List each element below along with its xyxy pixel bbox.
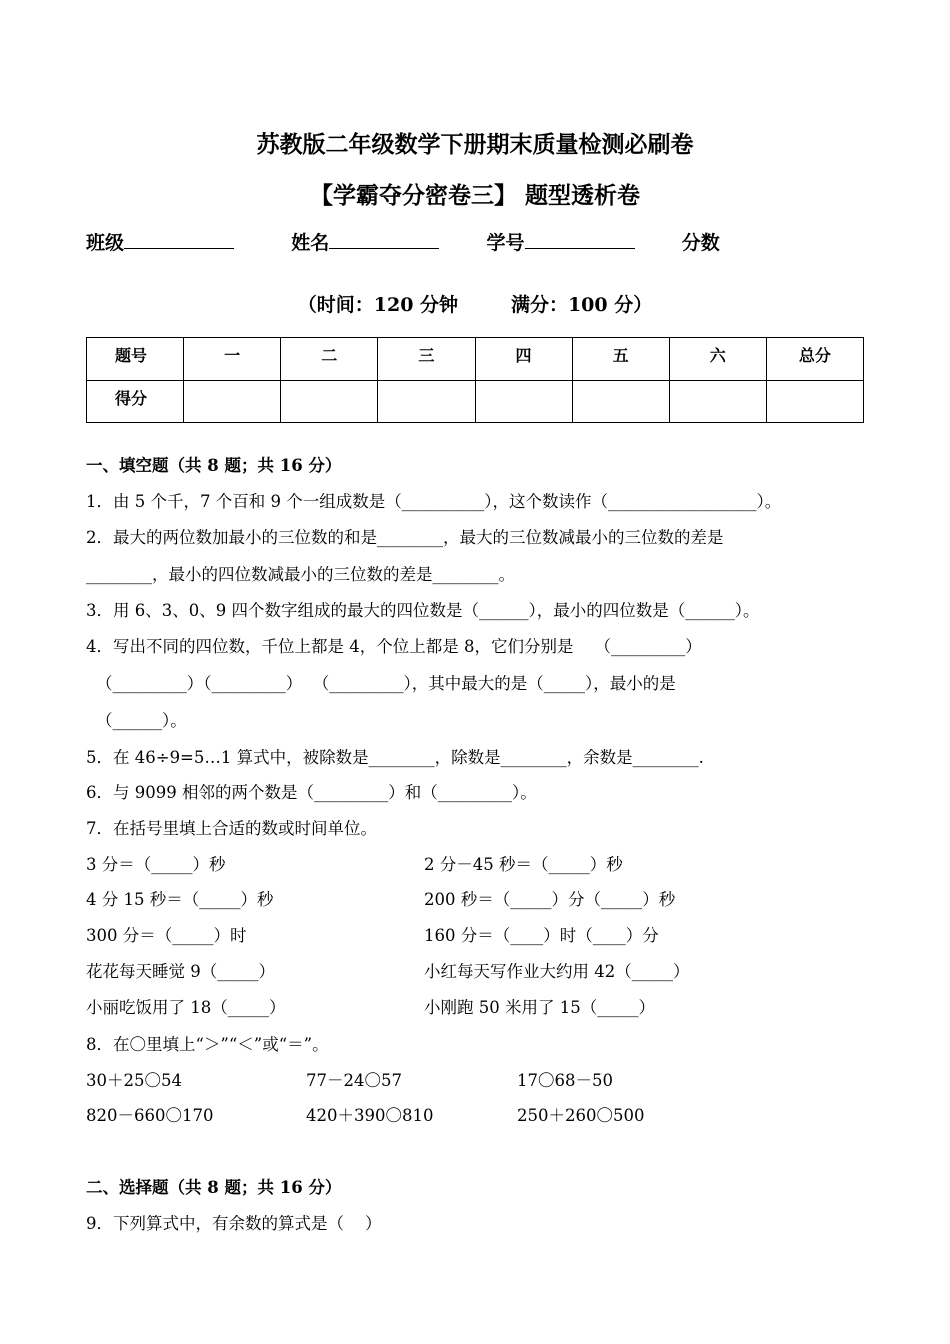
score-table-header-row [87, 338, 864, 381]
score-label: 分数 [681, 232, 720, 254]
q7-right-item: 2 分－45 秒＝（_____）秒 [424, 855, 623, 874]
score-cell[interactable] [378, 380, 475, 423]
name-blank[interactable] [329, 229, 439, 249]
q7-left-item: 4 分 15 秒＝（_____）秒 [86, 890, 274, 909]
q8-item: 77－24〇57 [306, 1071, 402, 1090]
score-cell[interactable] [766, 380, 863, 423]
question-7: 7．在括号里填上合适的数或时间单位。 [86, 819, 377, 838]
table-header-cell: 题号 [87, 338, 184, 381]
table-header-cell: 一 [184, 338, 281, 381]
q7-right-item: 小红每天写作业大约用 42（_____） [424, 962, 690, 981]
q7-left-item: 300 分＝（_____）时 [86, 926, 247, 945]
table-header-cell: 五 [572, 338, 669, 381]
q7-left-item: 花花每天睡觉 9（_____） [86, 962, 275, 981]
q7-left-item: 小丽吃饭用了 18（_____） [86, 998, 286, 1017]
question-4-line2: （_________）（_________） （_________），其中最大的是（_____），最小的是 [96, 674, 676, 693]
question-3: 3．用 6、3、0、9 四个数字组成的最大的四位数是（______），最小的四位数是（______）。 [86, 601, 760, 620]
id-label: 学号 [486, 232, 525, 254]
score-cell[interactable] [475, 380, 572, 423]
score-cell[interactable] [184, 380, 281, 423]
q8-item: 17〇68－50 [517, 1071, 613, 1090]
q7-right-item: 160 分＝（____）时（____）分 [424, 926, 659, 945]
section1-heading: 一、填空题（共 8 题；共 16 分） [86, 456, 342, 475]
question-6: 6．与 9099 相邻的两个数是（_________）和（_________）。 [86, 783, 537, 802]
question-5: 5．在 46÷9=5…1 算式中，被除数是________，除数是________，余数是________. [86, 748, 704, 767]
question-4-line1: 4．写出不同的四位数，千位上都是 4，个位上都是 8，它们分别是 （_________） [86, 637, 702, 656]
q8-item: 30＋25〇54 [86, 1071, 182, 1090]
question-8: 8．在〇里填上“＞”“＜”或“＝”。 [86, 1035, 329, 1054]
q8-item: 820－660〇170 [86, 1106, 214, 1125]
class-blank[interactable] [124, 229, 234, 249]
document-title: 苏教版二年级数学下册期末质量检测必刷卷 [256, 131, 694, 158]
score-cell[interactable] [669, 380, 766, 423]
q8-item: 420＋390〇810 [306, 1106, 434, 1125]
name-label: 姓名 [291, 232, 330, 254]
score-table [86, 337, 864, 423]
q7-right-item: 小刚跑 50 米用了 15（_____） [424, 998, 655, 1017]
info-fields [86, 228, 720, 255]
table-header-cell: 二 [281, 338, 378, 381]
section2-heading: 二、选择题（共 8 题；共 16 分） [86, 1178, 342, 1197]
q7-left-item: 3 分＝（_____）秒 [86, 855, 226, 874]
score-cell[interactable] [572, 380, 669, 423]
id-blank[interactable] [525, 229, 635, 249]
table-header-cell: 总分 [766, 338, 863, 381]
question-2-line2: ________，最小的四位数减最小的三位数的差是________。 [86, 565, 515, 584]
class-label: 班级 [86, 232, 125, 254]
question-1: 1．由 5 个千，7 个百和 9 个一组成数是（__________），这个数读作（__________________）。 [86, 492, 782, 511]
question-2-line1: 2．最大的两位数加最小的三位数的和是________，最大的三位数减最小的三位数的差是 [86, 528, 724, 547]
table-header-cell: 六 [669, 338, 766, 381]
score-cell[interactable] [281, 380, 378, 423]
time-info: （时间：120 分钟 满分：100 分） [297, 294, 653, 316]
q7-right-item: 200 秒＝（_____）分（_____）秒 [424, 890, 676, 909]
score-row-label: 得分 [87, 380, 184, 423]
document-subtitle: 【学霸夺分密卷三】 题型透析卷 [309, 182, 640, 209]
table-header-cell: 三 [378, 338, 475, 381]
q8-item: 250＋260〇500 [517, 1106, 645, 1125]
question-9: 9．下列算式中，有余数的算式是（ ） [86, 1214, 382, 1233]
table-header-cell: 四 [475, 338, 572, 381]
score-table-row [87, 380, 864, 423]
question-4-line3: （______）。 [96, 711, 187, 730]
